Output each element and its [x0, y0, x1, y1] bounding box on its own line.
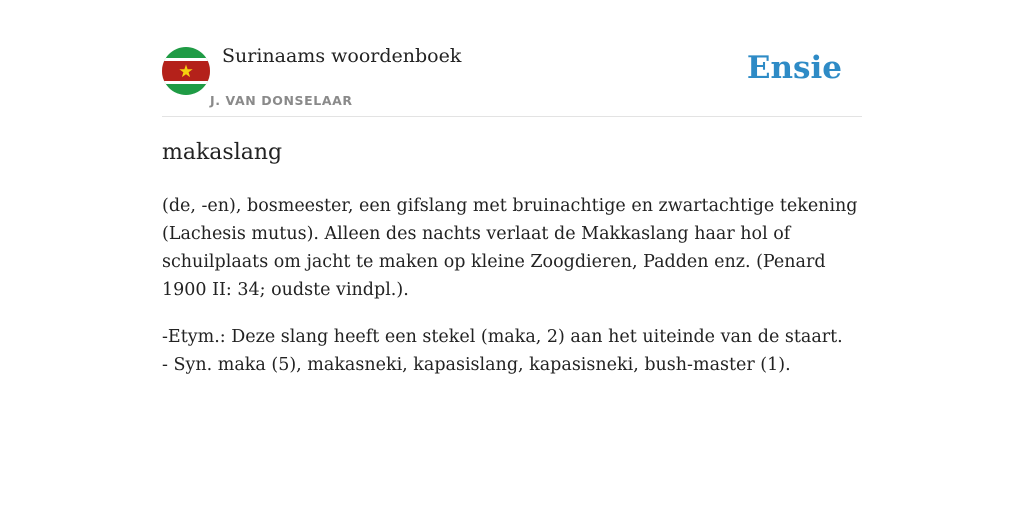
book-title[interactable]: Surinaams woordenboek	[222, 45, 462, 67]
entry-etymology: -Etym.: Deze slang heeft een stekel (maka, 2) aan het uiteinde van de staart.	[162, 327, 843, 347]
entry-headword: makaslang	[162, 140, 283, 165]
page	[162, 0, 862, 512]
entry-synonyms: - Syn. maka (5), makasneki, kapasislang, kapasisneki, bush-master (1).	[162, 355, 791, 375]
author-name: J. VAN DONSELAAR	[210, 93, 353, 108]
suriname-flag-icon[interactable]	[162, 47, 210, 95]
entry-notes	[162, 323, 862, 379]
header	[162, 0, 862, 117]
entry-definition: (de, -en), bosmeester, een gifslang met bruinachtige en zwartachtige tekening (Lachesis mutus). Alleen des nachts verlaat de Makkaslang haar hol of schuilplaats om jacht te maken op kleine Zoogdieren, Padden enz. (Penard 1900 II: 34; oudste vindpl.).	[162, 196, 858, 300]
ensie-logo-link[interactable]: Ensie	[746, 50, 842, 86]
